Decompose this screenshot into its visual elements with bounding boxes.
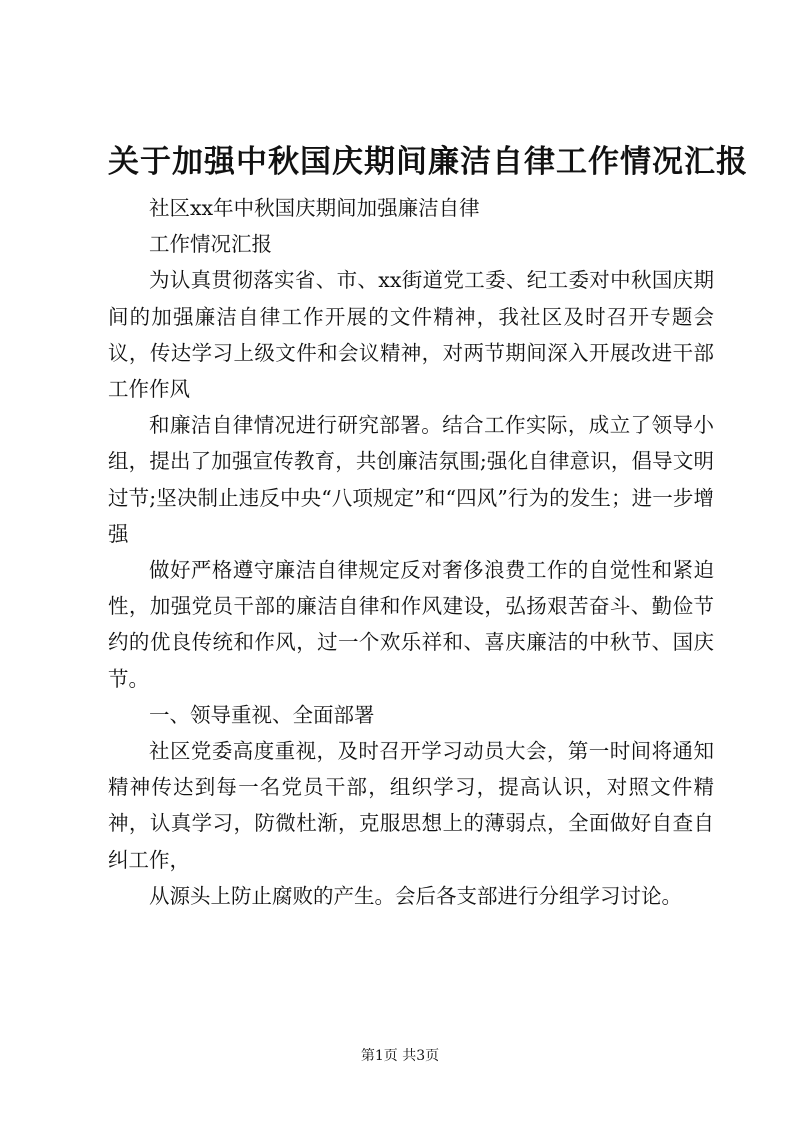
paragraph-subtitle-line1: 社区xx年中秋国庆期间加强廉洁自律 [149,196,480,220]
paragraph-section1-cont: 从源头上防止腐败的产生。会后各支部进行分组学习讨论。 [149,883,682,908]
paragraph-deployment: 和廉洁自律情况进行研究部署。结合工作实际，成立了领导小组，提出了加强宣传教育，共创廉洁氛围;强化自律意识，倡导文明过节;坚决制止违反中央“八项规定”和“四风”行为的发生；进一步增强 [108,413,714,546]
paragraph-section1-body: 社区党委高度重视，及时召开学习动员大会，第一时间将通知精神传达到每一名党员干部，组织学习，提高认识，对照文件精神，认真学习，防微杜渐，克服思想上的薄弱点，全面做好自查自纠工作， [108,739,714,872]
paragraph-subtitle-line2: 工作情况汇报 [149,232,272,257]
page-number-footer: 第1页 共3页 [360,1048,440,1064]
paragraph-awareness: 做好严格遵守廉洁自律规定反对奢侈浪费工作的自觉性和紧迫性，加强党员干部的廉洁自律和作风建设，弘扬艰苦奋斗、勤俭节约的优良传统和作风，过一个欢乐祥和、喜庆廉洁的中秋节、国庆节。 [108,558,714,691]
paragraph-intro: 为认真贯彻落实省、市、xx街道党工委、纪工委对中秋国庆期间的加强廉洁自律工作开展的文件精神，我社区及时召开专题会议，传达学习上级文件和会议精神，对两节期间深入开展改进干部工作作风 [108,268,714,402]
document-title: 关于加强中秋国庆期间廉洁自律工作情况汇报 [108,144,748,180]
document-body [108,190,714,914]
section-heading-1: 一、领导重视、全面部署 [149,702,375,727]
